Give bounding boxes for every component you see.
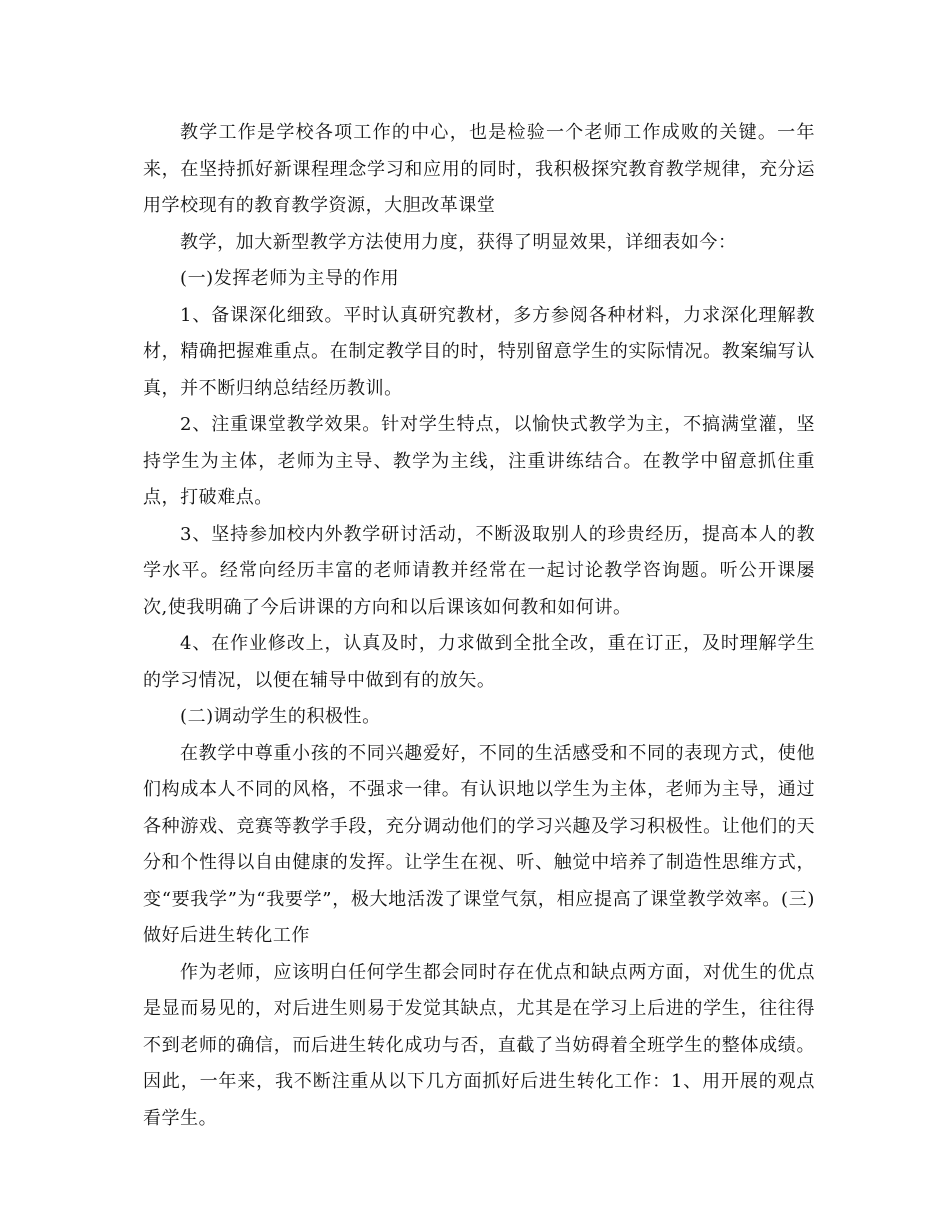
- paragraph-item-2: 2、注重课堂教学效果。针对学生特点，以愉快式教学为主，不搞满堂灌，坚持学生为主体，老师为主导、教学为主线，注重讲练结合。在教学中留意抓住重点，打破难点。: [143, 414, 815, 508]
- paragraph-intro-continued: 教学，加大新型教学方法使用力度，获得了明显效果，详细表如今：: [180, 231, 737, 253]
- paragraph-section-2-body: 在教学中尊重小孩的不同兴趣爱好，不同的生活感受和不同的表现方式，使他们构成本人不同的风格，不强求一律。有认识地以学生为主体，老师为主导，通过各种游戏、竞赛等教学手段，充分调动他们的学习兴趣及学习积极性。让他们的天分和个性得以自由健康的发挥。让学生在视、听、触觉中培养了制造性思维方式，变“要我学”为“我要学”，极大地活泼了课堂气氛，相应提高了课堂教学效率。(三)做好后进生转化工作: [143, 742, 815, 946]
- paragraph-section-3-body: 作为老师，应该明白任何学生都会同时存在优点和缺点两方面，对优生的优点是显而易见的，对后进生则易于发觉其缺点，尤其是在学习上后进的学生，往往得不到老师的确信，而后进生转化成功与否，直截了当妨碍着全班学生的整体成绩。因此，一年来，我不断注重从以下几方面抓好后进生转化工作：1、用开展的观点看学生。: [143, 961, 815, 1129]
- document-body: [143, 115, 815, 1137]
- paragraph-intro: 教学工作是学校各项工作的中心，也是检验一个老师工作成败的关键。一年来，在坚持抓好新课程理念学习和应用的同时，我积极探究教育教学规律，充分运用学校现有的教育教学资源，大胆改革课堂: [143, 122, 815, 216]
- paragraph-item-4: 4、在作业修改上，认真及时，力求做到全批全改，重在订正，及时理解学生的学习情况，以便在辅导中做到有的放矢。: [143, 633, 815, 691]
- paragraph-item-1: 1、备课深化细致。平时认真研究教材，多方参阅各种材料，力求深化理解教材，精确把握难重点。在制定教学目的时，特别留意学生的实际情况。教案编写认真，并不断归纳总结经历教训。: [143, 304, 815, 399]
- section-heading-1: (一)发挥老师为主导的作用: [180, 268, 400, 289]
- paragraph-item-3: 3、坚持参加校内外教学研讨活动，不断汲取别人的珍贵经历，提高本人的教学水平。经常向经历丰富的老师请教并经常在一起讨论教学咨询题。听公开课屡次,使我明确了今后讲课的方向和以后课该如何教和如何讲。: [143, 523, 815, 618]
- section-heading-2: (二)调动学生的积极性。: [180, 706, 381, 727]
